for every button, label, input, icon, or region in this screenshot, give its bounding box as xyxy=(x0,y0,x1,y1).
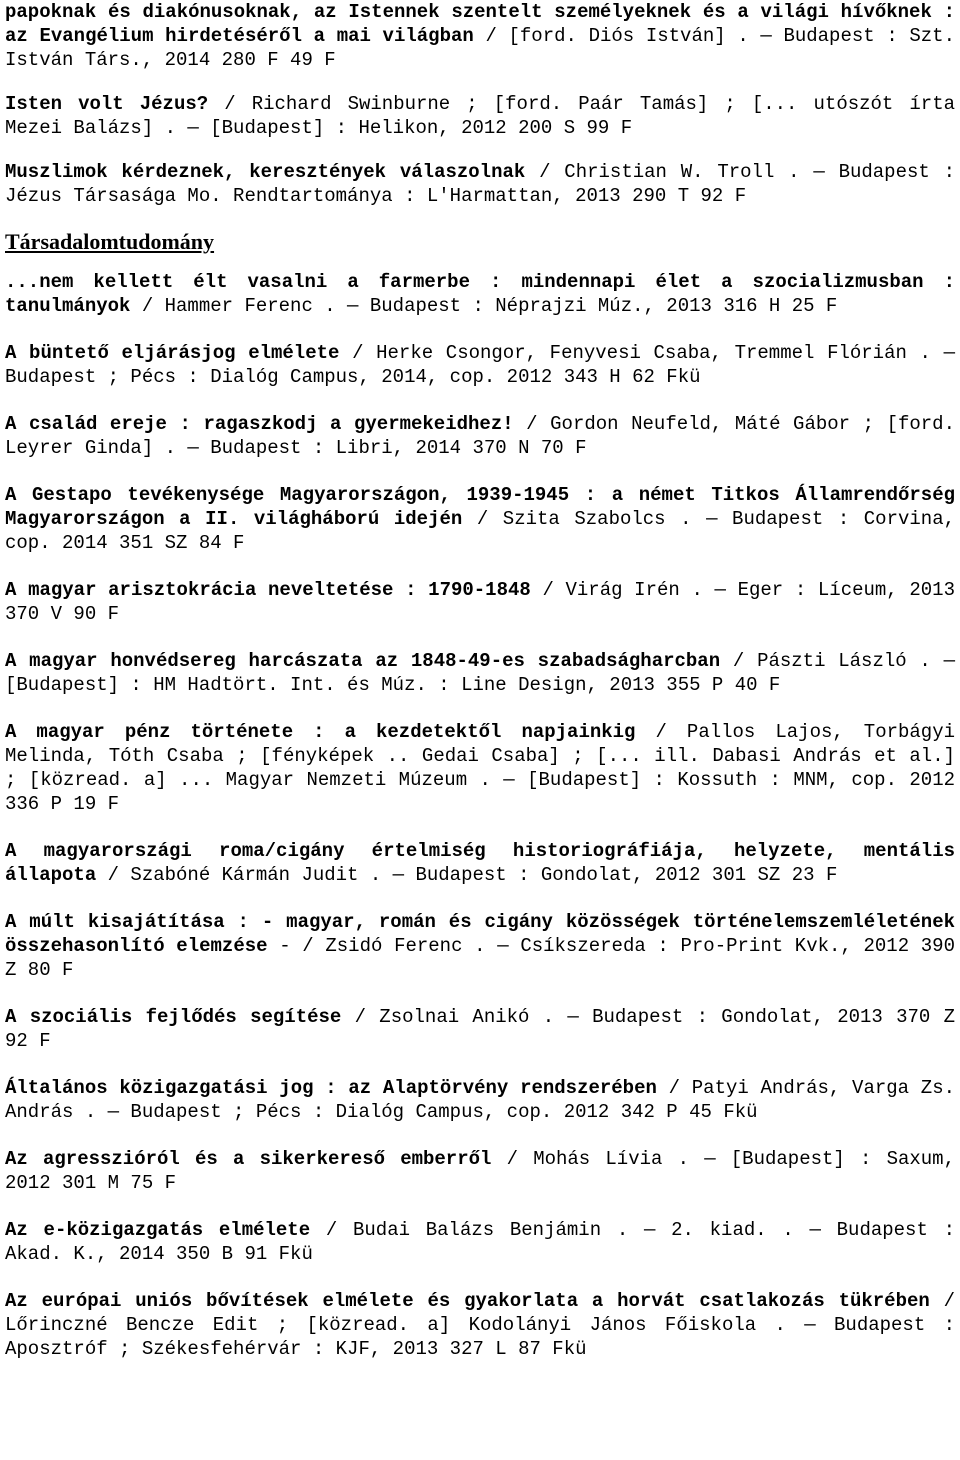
catalog-entry xyxy=(5,0,955,72)
catalog-entry xyxy=(5,412,955,460)
catalog-entry xyxy=(5,1289,955,1361)
entry-title: A magyarországi roma/cigány értelmiség historiográfiája, helyzete, mentális állapota xyxy=(5,840,955,886)
catalog-entry xyxy=(5,578,955,626)
catalog-entry xyxy=(5,483,955,555)
entry-title: A magyar arisztokrácia neveltetése : 1790-1848 xyxy=(5,579,531,601)
entry-title: Az agresszióról és a sikerkereső emberről xyxy=(5,1148,492,1170)
entry-title: Az európai uniós bővítések elmélete és gyakorlata a horvát csatlakozás tükrében xyxy=(5,1290,930,1312)
catalog-entry xyxy=(5,839,955,887)
entry-title: Muszlimok kérdeznek, keresztények válaszolnak xyxy=(5,161,526,183)
entry-details: / Hammer Ferenc . — Budapest : Néprajzi Múz., 2013 316 H 25 F xyxy=(130,295,838,317)
catalog-entry xyxy=(5,649,955,697)
entry-title: A magyar pénz története : a kezdetektől napjainkig xyxy=(5,721,636,743)
entry-title: A szociális fejlődés segítése xyxy=(5,1006,342,1028)
catalog-entry xyxy=(5,270,955,318)
entry-details: / Christian W. Troll . — Budapest : Jézus Társasága Mo. Rendtartománya : L'Harmattan, 2013 290 T 92 F xyxy=(5,161,955,207)
entry-details: / Pallos Lajos, Torbágyi Melinda, Tóth Csaba ; [fényképek .. Gedai Csaba] ; [... ill. Dabasi András et al.] ; [közread. a] ... Magyar Nemzeti Múzeum . — [Budapest] : Kossuth : MNM, cop. 2012 336 P 19 F xyxy=(5,721,956,815)
entry-title: A magyar honvédsereg harcászata az 1848-49-es szabadságharcban xyxy=(5,650,721,672)
catalog-entry xyxy=(5,1147,955,1195)
entry-details: / Szabóné Kármán Judit . — Budapest : Gondolat, 2012 301 SZ 23 F xyxy=(96,864,838,886)
catalog-entry xyxy=(5,341,955,389)
catalog-entry xyxy=(5,1076,955,1124)
entry-details: / Mohás Lívia . — [Budapest] : Saxum, 2012 301 M 75 F xyxy=(5,1148,955,1194)
entry-details: / Pászti László . — [Budapest] : HM Hadtört. Int. és Múz. : Line Design, 2013 355 P 40 F xyxy=(5,650,955,696)
entry-title: A Gestapo tevékenysége Magyarországon, 1939-1945 : a német Titkos Államrendőrség Magyarországon a II. világháború idején xyxy=(5,484,955,530)
entry-details: / Richard Swinburne ; [ford. Paár Tamás] ; [... utószót írta Mezei Balázs] . — [Budapest] : Helikon, 2012 200 S 99 F xyxy=(5,93,955,139)
entry-title: A múlt kisajátítása : - magyar, román és cigány közösségek történelemszemléletének összehasonlító elemzése xyxy=(5,911,955,957)
entry-title: Általános közigazgatási jog : az Alaptörvény rendszerében xyxy=(5,1077,657,1099)
entry-title: Isten volt Jézus? xyxy=(5,93,209,115)
catalog-entry xyxy=(5,720,955,816)
catalog-entry xyxy=(5,1005,955,1053)
entry-details: - / Zsidó Ferenc . — Csíkszereda : Pro-Print Kvk., 2012 390 Z 80 F xyxy=(5,935,955,981)
entry-details: / Szita Szabolcs . — Budapest : Corvina, cop. 2014 351 SZ 84 F xyxy=(5,508,955,554)
entry-details: / Zsolnai Anikó . — Budapest : Gondolat, 2013 370 Z 92 F xyxy=(5,1006,955,1052)
entry-details: / Lőrinczné Bencze Edit ; [közread. a] Kodolányi János Főiskola . — Budapest : Aposztróf ; Székesfehérvár : KJF, 2013 327 L 87 Fkü xyxy=(5,1290,955,1360)
entry-title: Az e-közigazgatás elmélete xyxy=(5,1219,311,1241)
entry-details: / Patyi András, Varga Zs. András . — Budapest ; Pécs : Dialóg Campus, cop. 2012 342 P 45 Fkü xyxy=(5,1077,956,1123)
section-heading: Társadalomtudomány xyxy=(5,229,215,254)
entry-details: / Herke Csongor, Fenyvesi Csaba, Tremmel Flórián . — Budapest ; Pécs : Dialóg Campus, 2014, cop. 2012 343 H 62 Fkü xyxy=(5,342,955,388)
entry-title: ...nem kellett élt vasalni a farmerbe : mindennapi élet a szocializmusban : tanulmányok xyxy=(5,271,955,317)
catalog-entry xyxy=(5,1218,955,1266)
entry-details: / Gordon Neufeld, Máté Gábor ; [ford. Leyrer Ginda] . — Budapest : Libri, 2014 370 N 70 F xyxy=(5,413,955,459)
catalog-entry xyxy=(5,910,955,982)
entry-title: A család ereje : ragaszkodj a gyermekeidhez! xyxy=(5,413,514,435)
catalog-entry xyxy=(5,160,955,208)
entry-details: / Budai Balázs Benjámin . — 2. kiad. . — Budapest : Akad. K., 2014 350 B 91 Fkü xyxy=(5,1219,955,1265)
catalog-entry xyxy=(5,92,955,140)
entry-title: A büntető eljárásjog elmélete xyxy=(5,342,340,364)
entry-title: papoknak és diakónusoknak, az Istennek szentelt személyeknek és a világi hívőknek : az Evangélium hirdetéséről a mai világban xyxy=(5,1,955,47)
entry-details: / Virág Irén . — Eger : Líceum, 2013 370 V 90 F xyxy=(5,579,955,625)
entry-details: / [ford. Diós István] . — Budapest : Szt. István Társ., 2014 280 F 49 F xyxy=(5,25,955,71)
